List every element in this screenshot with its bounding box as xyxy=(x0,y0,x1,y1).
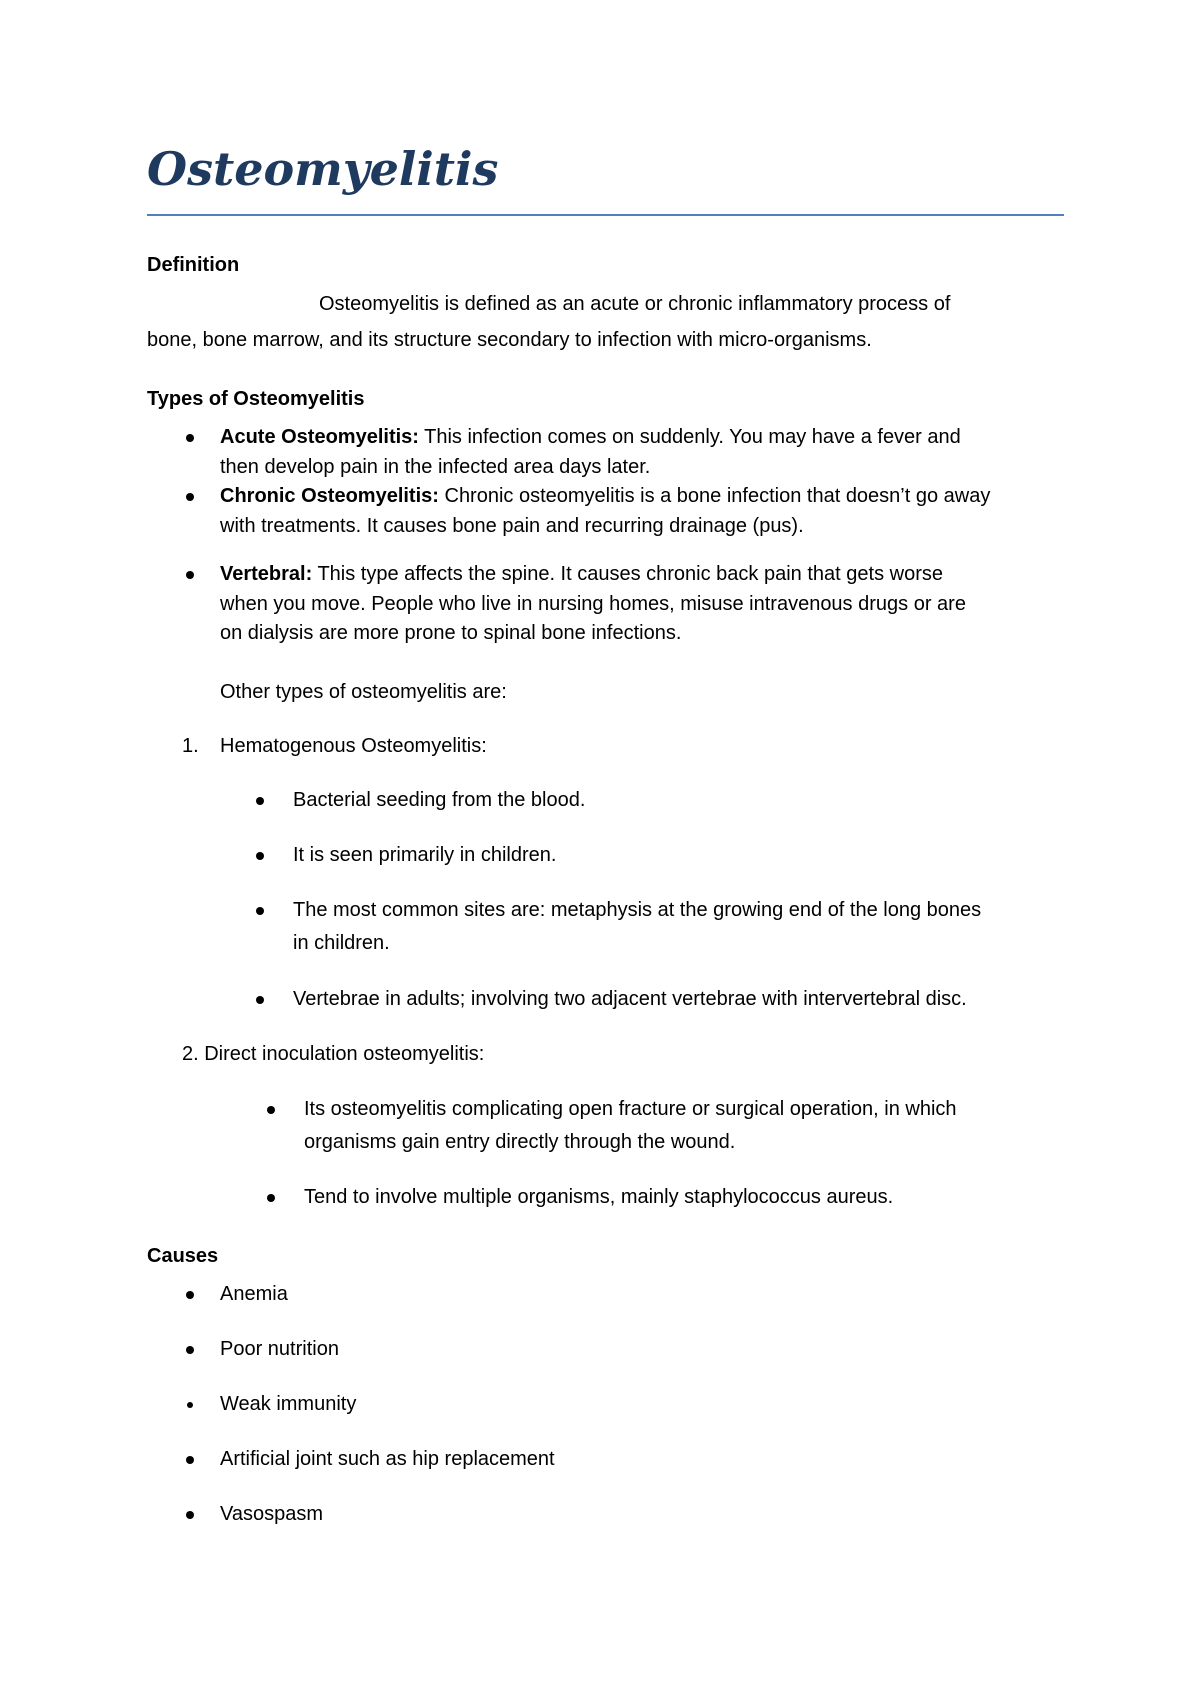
cause-item: Poor nutrition xyxy=(220,1338,339,1360)
bullet-icon xyxy=(256,996,264,1004)
hematogenous-item: Vertebrae in adults; involving two adjacent vertebrae with intervertebral disc. xyxy=(293,988,967,1010)
cause-item: Weak immunity xyxy=(220,1393,357,1415)
bullet-icon xyxy=(256,797,264,805)
hematogenous-item: Bacterial seeding from the blood. xyxy=(293,789,586,811)
bullet-icon xyxy=(256,907,264,915)
definition-text-line-2: bone, bone marrow, and its structure secondary to infection with micro-organisms. xyxy=(147,329,872,351)
other-types-intro: Other types of osteomyelitis are: xyxy=(220,681,507,703)
direct-heading: 2. Direct inoculation osteomyelitis: xyxy=(182,1043,485,1065)
bullet-icon xyxy=(256,852,264,860)
cause-item: Anemia xyxy=(220,1283,288,1305)
bullet-icon xyxy=(186,1291,194,1299)
definition-heading: Definition xyxy=(147,254,240,276)
bullet-icon xyxy=(186,571,194,579)
types-heading: Types of Osteomyelitis xyxy=(147,388,365,410)
hematogenous-item: It is seen primarily in children. xyxy=(293,844,557,866)
bullet-icon xyxy=(187,1402,193,1408)
bullet-icon xyxy=(267,1106,275,1114)
bullet-icon xyxy=(186,434,194,442)
bullet-icon xyxy=(186,1346,194,1354)
type-item-chronic xyxy=(220,483,990,509)
title-divider xyxy=(147,214,1064,216)
type-label: Acute Osteomyelitis: xyxy=(220,426,419,448)
hematogenous-heading: Hematogenous Osteomyelitis: xyxy=(220,735,487,757)
cause-item: Artificial joint such as hip replacement xyxy=(220,1448,555,1470)
type-item-acute-line-2: then develop pain in the infected area days later. xyxy=(220,456,651,478)
bullet-icon xyxy=(267,1194,275,1202)
page-title: Osteomyelitis xyxy=(147,142,499,196)
bullet-icon xyxy=(186,493,194,501)
list-number: 1. xyxy=(182,735,199,757)
cause-item: Vasospasm xyxy=(220,1503,324,1525)
type-text: Chronic osteomyelitis is a bone infection that doesn’t go away xyxy=(438,485,991,507)
type-item-vertebral-line-3: on dialysis are more prone to spinal bone infections. xyxy=(220,622,682,644)
direct-item: Tend to involve multiple organisms, mainly staphylococcus aureus. xyxy=(304,1186,894,1208)
direct-item: Its osteomyelitis complicating open fracture or surgical operation, in which xyxy=(304,1098,957,1120)
bullet-icon xyxy=(186,1456,194,1464)
direct-item-continued: organisms gain entry directly through the wound. xyxy=(304,1131,736,1153)
hematogenous-item: The most common sites are: metaphysis at the growing end of the long bones xyxy=(293,899,982,921)
type-item-chronic-line-2: with treatments. It causes bone pain and recurring drainage (pus). xyxy=(220,515,804,537)
type-item-vertebral xyxy=(220,561,943,587)
type-label: Chronic Osteomyelitis: xyxy=(220,485,439,507)
bullet-icon xyxy=(186,1511,194,1519)
type-label: Vertebral: xyxy=(220,563,313,585)
causes-heading: Causes xyxy=(147,1245,219,1267)
type-item-vertebral-line-2: when you move. People who live in nursing homes, misuse intravenous drugs or are xyxy=(220,593,966,615)
type-text: This type affects the spine. It causes chronic back pain that gets worse xyxy=(312,563,943,585)
type-item-acute xyxy=(220,424,961,450)
type-text: This infection comes on suddenly. You may have a fever and xyxy=(418,426,961,448)
hematogenous-item-continued: in children. xyxy=(293,932,390,954)
definition-text-line-1: Osteomyelitis is defined as an acute or chronic inflammatory process of xyxy=(319,293,951,315)
